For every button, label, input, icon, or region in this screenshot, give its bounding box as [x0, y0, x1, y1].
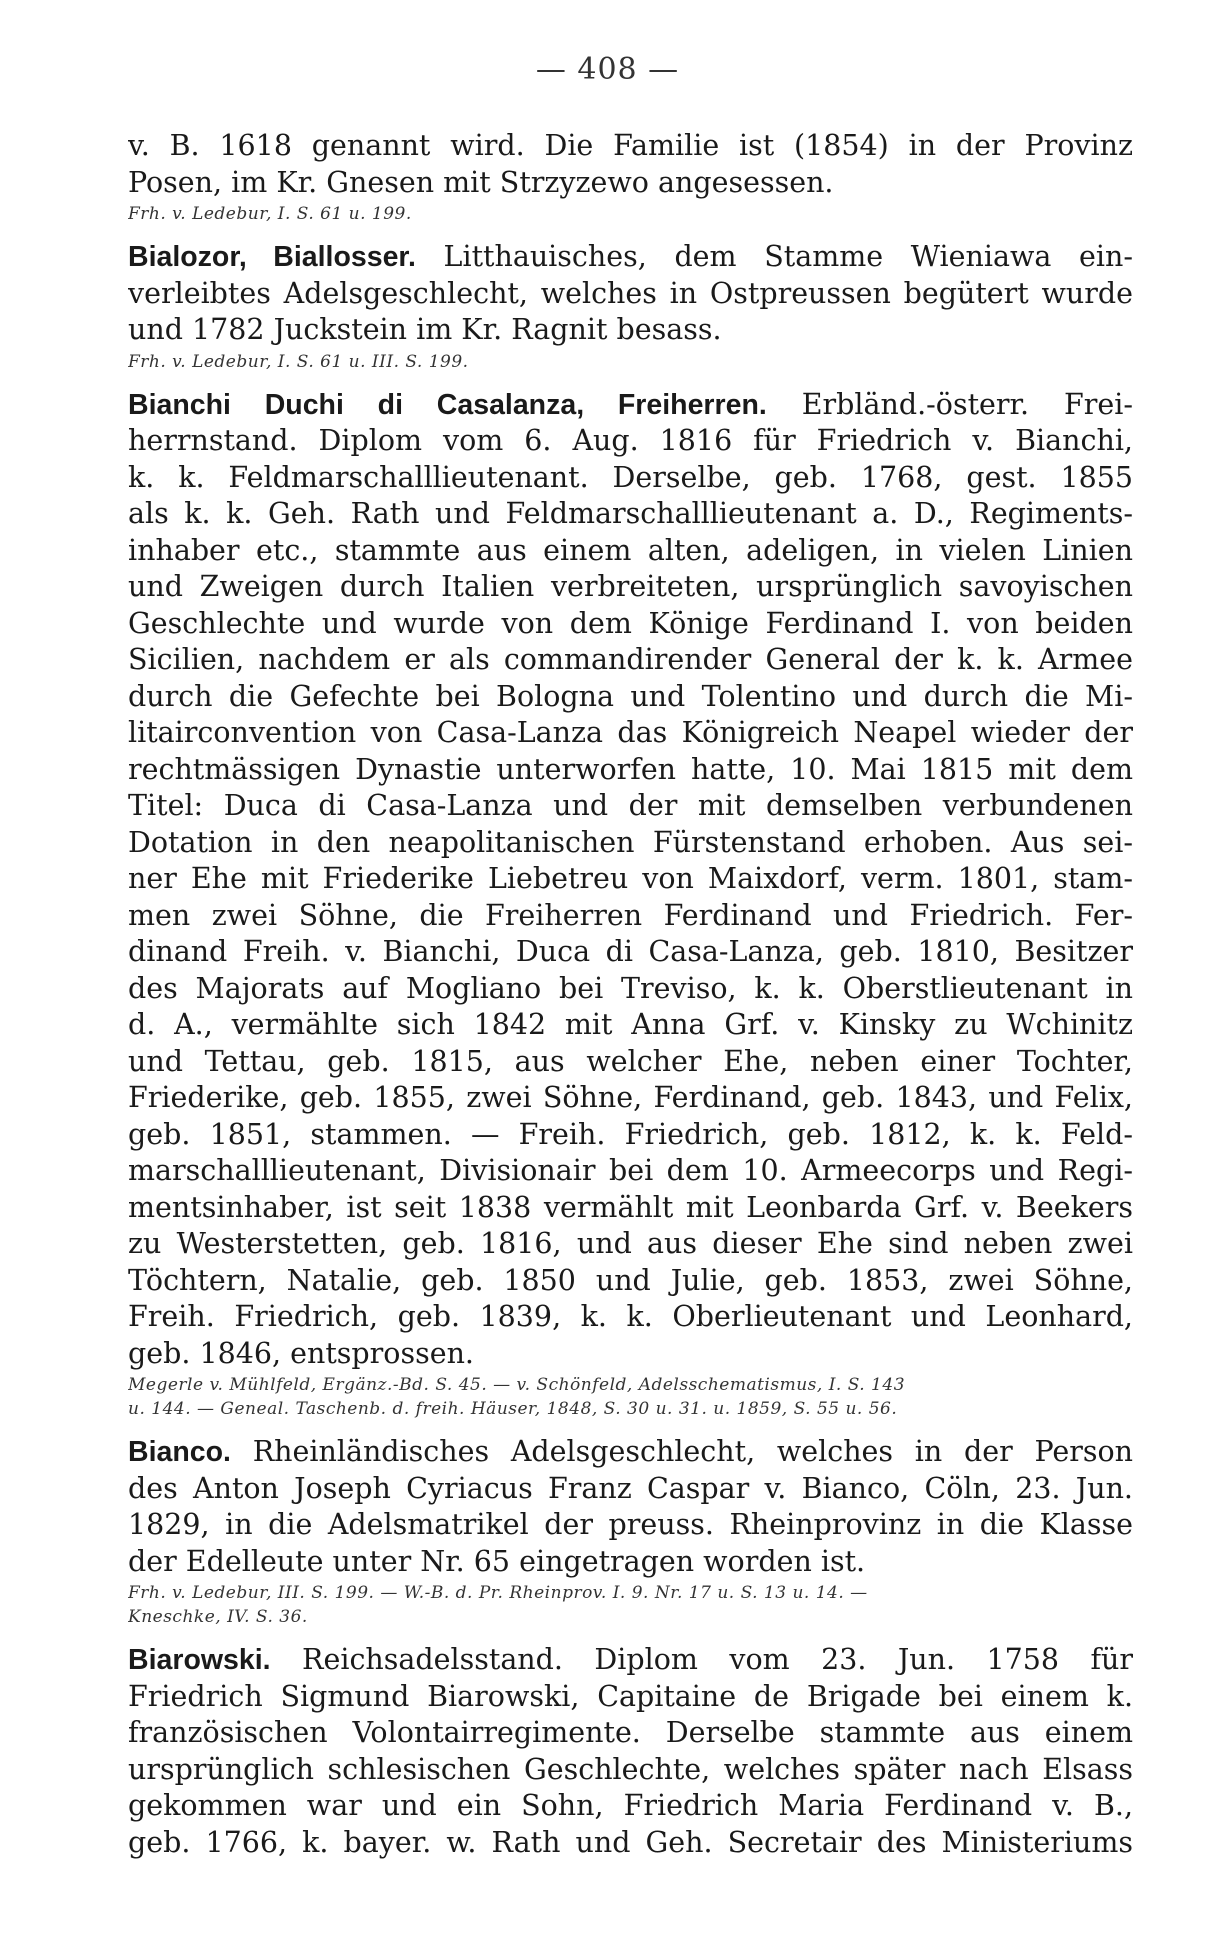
- entry-bianchi: [128, 387, 1133, 1421]
- text-line: [128, 1642, 1133, 1679]
- page-number: — 408 —: [535, 52, 680, 87]
- entry-biarowski: [128, 1642, 1133, 1861]
- entry-continuation: [128, 128, 1133, 225]
- text-line: [128, 1434, 1133, 1471]
- text-line: litairconvention von Casa-Lanza das Königreich Neapel wieder der: [128, 716, 1133, 749]
- text-fragment: Erbländ.-österr. Frei-: [801, 387, 1133, 421]
- text-line: durch die Gefechte bei Bologna und Tolentino und durch die Mi-: [128, 679, 1133, 713]
- entry-heading: Bianchi Duchi di Casalanza, Freiherren.: [128, 388, 767, 421]
- text-line: Titel: Duca di Casa-Lanza und der mit demselben verbundenen: [128, 789, 1133, 822]
- text-line: des Majorats auf Mogliano bei Treviso, k. k. Oberstlieutenant in: [128, 971, 1133, 1005]
- text-line: [128, 239, 1133, 276]
- text-column: [128, 128, 1133, 1861]
- text-line: inhaber etc., stammte aus einem alten, adeligen, in vielen Linien: [128, 533, 1133, 567]
- text-line: des Anton Joseph Cyriacus Franz Caspar v. Bianco, Cöln, 23. Jun.: [128, 1471, 1133, 1505]
- text-line: als k. k. Geh. Rath und Feldmarschalllieutenant a. D., Regiments-: [128, 497, 1133, 530]
- entry-heading: Bianco.: [128, 1436, 231, 1468]
- reference-line: Frh. v. Ledebur, III. S. 199. — W.-B. d. Pr. Rheinprov. I. 9. Nr. 17 u. S. 13 u. 14. —: [128, 1583, 868, 1603]
- reference-line: Megerle v. Mühlfeld, Ergänz.-Bd. S. 45. — v. Schönfeld, Adelsschematismus, I. S. 143: [128, 1375, 906, 1395]
- text-line: Sicilien, nachdem er als commandirender General der k. k. Armee: [128, 643, 1133, 676]
- text-fragment: Litthauisches, dem Stamme Wieniawa ein-: [443, 240, 1133, 273]
- text-line: Posen, im Kr. Gnesen mit Strzyzewo angesessen.: [128, 165, 834, 199]
- text-line: und 1782 Juckstein im Kr. Ragnit besass.: [128, 313, 722, 346]
- text-line: ursprünglich schlesischen Geschlechte, welches später nach Elsass: [128, 1752, 1133, 1786]
- text-line: k. k. Feldmarschalllieutenant. Derselbe, geb. 1768, gest. 1855: [128, 460, 1133, 494]
- reference-line: Kneschke, IV. S. 36.: [128, 1607, 308, 1627]
- text-line: marschalllieutenant, Divisionair bei dem 10. Armeecorps und Regi-: [128, 1154, 1133, 1187]
- text-line: und Zweigen durch Italien verbreiteten, ursprünglich savoyischen: [128, 570, 1133, 603]
- text-line: Töchtern, Natalie, geb. 1850 und Julie, geb. 1853, zwei Söhne,: [128, 1263, 1133, 1297]
- entry-bialozor: [128, 239, 1133, 373]
- text-line: zu Westerstetten, geb. 1816, und aus dieser Ehe sind neben zwei: [128, 1227, 1133, 1260]
- text-line: französischen Volontairregimente. Derselbe stammte aus einem: [128, 1716, 1133, 1749]
- text-fragment: Rheinländisches Adelsgeschlecht, welches in der Person: [252, 1435, 1133, 1468]
- text-line: rechtmässigen Dynastie unterworfen hatte, 10. Mai 1815 mit dem: [128, 752, 1133, 786]
- text-line: Freih. Friedrich, geb. 1839, k. k. Oberlieutenant und Leonhard,: [128, 1300, 1133, 1333]
- text-line: herrnstand. Diplom vom 6. Aug. 1816 für Friedrich v. Bianchi,: [128, 424, 1133, 457]
- text-line: ner Ehe mit Friederike Liebetreu von Maixdorf, verm. 1801, stam-: [128, 862, 1133, 895]
- text-line: geb. 1846, entsprossen.: [128, 1336, 474, 1370]
- reference-line: u. 144. — Geneal. Taschenb. d. freih. Häuser, 1848, S. 30 u. 31. u. 1859, S. 55 u. 56.: [128, 1399, 898, 1419]
- reference-line: Frh. v. Ledebur, I. S. 61 u. 199.: [128, 204, 412, 224]
- text-line: geb. 1766, k. bayer. w. Rath und Geh. Secretair des Ministeriums: [128, 1825, 1133, 1859]
- text-line: [128, 387, 1133, 424]
- text-line: Geschlechte und wurde von dem Könige Ferdinand I. von beiden: [128, 606, 1133, 640]
- text-line: gekommen war und ein Sohn, Friedrich Maria Ferdinand v. B.,: [128, 1789, 1133, 1822]
- reference-line: Frh. v. Ledebur, I. S. 61 u. III. S. 199.: [128, 351, 469, 372]
- text-line: men zwei Söhne, die Freiherren Ferdinand und Friedrich. Fer-: [128, 898, 1133, 932]
- text-line: v. B. 1618 genannt wird. Die Familie ist (1854) in der Provinz: [128, 129, 1133, 162]
- text-line: verleibtes Adelsgeschlecht, welches in Ostpreussen begütert wurde: [128, 276, 1133, 310]
- entry-heading: Bialozor, Biallosser.: [128, 241, 416, 273]
- text-line: dinand Freih. v. Bianchi, Duca di Casa-Lanza, geb. 1810, Besitzer: [128, 935, 1133, 968]
- text-line: und Tettau, geb. 1815, aus welcher Ehe, neben einer Tochter,: [128, 1044, 1133, 1078]
- text-line: mentsinhaber, ist seit 1838 vermählt mit Leonbarda Grf. v. Beekers: [128, 1190, 1133, 1224]
- text-line: der Edelleute unter Nr. 65 eingetragen worden ist.: [128, 1544, 866, 1578]
- text-fragment: Reichsadelsstand. Diplom vom 23. Jun. 1758 für: [302, 1643, 1133, 1676]
- entry-bianco: [128, 1434, 1133, 1628]
- text-line: Friederike, geb. 1855, zwei Söhne, Ferdinand, geb. 1843, und Felix,: [128, 1081, 1133, 1114]
- entry-heading: Biarowski.: [128, 1644, 271, 1676]
- text-line: Friedrich Sigmund Biarowski, Capitaine de Brigade bei einem k.: [128, 1679, 1133, 1713]
- text-line: geb. 1851, stammen. — Freih. Friedrich, geb. 1812, k. k. Feld-: [128, 1117, 1133, 1151]
- text-line: 1829, in die Adelsmatrikel der preuss. Rheinprovinz in die Klasse: [128, 1508, 1133, 1541]
- text-line: d. A., vermählte sich 1842 mit Anna Grf. v. Kinsky zu Wchinitz: [128, 1008, 1133, 1041]
- text-line: Dotation in den neapolitanischen Fürstenstand erhoben. Aus sei-: [128, 825, 1133, 859]
